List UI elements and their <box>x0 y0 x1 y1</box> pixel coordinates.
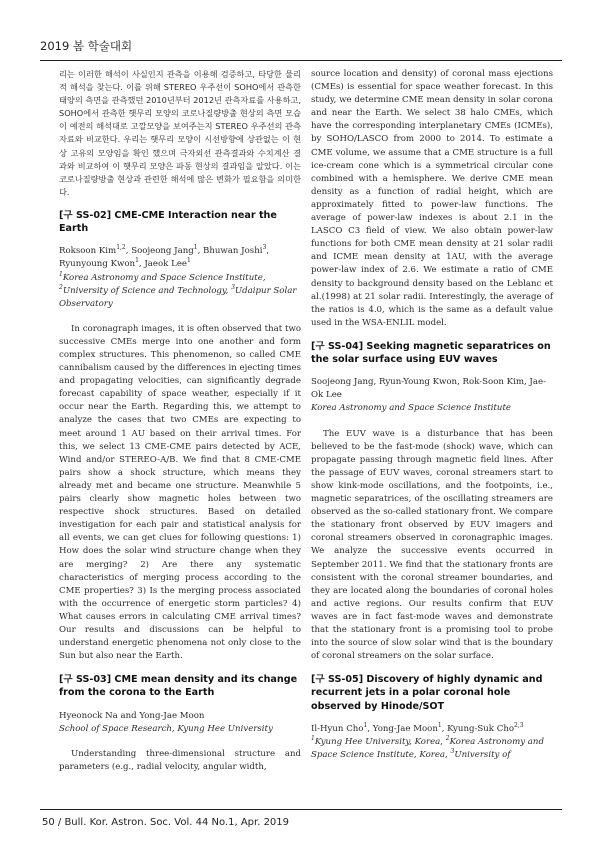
ss04-title: [구 SS-04] Seeking magnetic separatrices on the solar surface using EUV waves <box>311 340 551 366</box>
ss02-affil-udaipur: Udaipur Solar Observatory <box>59 285 297 309</box>
ss02-affil-ust: University of Science and Technology, <box>62 285 229 296</box>
ss02-affil-sup: 3 <box>231 283 235 291</box>
ss02-authors: Roksoon Kim$^{1,2}$, Soojeong Jang$^1$, Bhuwan Joshi$^3$, Ryunyoung Kwon$^1$, Jaeok Lee$^1$ <box>59 244 270 270</box>
ss05-author-cho: Il-Hyun Cho <box>311 723 364 734</box>
ss05-affiliations <box>311 736 553 762</box>
ss05-affil-sup: 2 <box>445 735 450 743</box>
ss05-author-kscho: , Kyung-Suk Cho <box>441 723 515 734</box>
ss04-affiliation: Korea Astronomy and Space Science Institute <box>311 403 512 414</box>
ss03-authors: Hyeonock Na and Yong-Jae Moon <box>59 710 205 721</box>
intro-paragraph: 리는 이러한 해석이 사실인지 관측을 이용해 검증하고, 타당한 물리적 해석을 찾는다. 이를 위해 STEREO 우주선이 SOHO에서 관측한 태양의 측면을 관측했던 2010년부터 2012년 관측자료를 사용하고, SOHO에서 관측한 햇무리 모양의 코로나질량방출 현상의 측면 모습이 예전의 해석대로 고깔모양을 보여주는지 STEREO 우주선의 관측자료와 비교한다. 우리는 햇무리 모양이 시선방향에 상관없는 이 현상 고유의 모양임을 확인 했으며 극자외선 관측결과와 수치계산 결과와 비교하여 이 햇무리 모양은 파동 현상의 결과임을 알았다. 이는 코로나질량방출 현상과 관련한 해석에 많은 변화가 필요함을 의미한다. <box>59 69 301 197</box>
ss04-authors: Soojeong Jang, Ryun-Young Kwon, Rok-Soon Kim, Jae-Ok Lee <box>311 377 546 401</box>
ss02-author-kwon: Ryunyoung Kwon <box>59 259 136 270</box>
ss02-author-lee: , Jaeok Lee <box>138 259 187 270</box>
ss02-author-sup: 1 <box>187 257 191 265</box>
footer-rule <box>40 809 562 810</box>
ss02-affil-sup: 2 <box>59 283 63 291</box>
ss05-affil-sup: 3 <box>450 748 455 756</box>
ss02-affil-sup: 1 <box>59 270 63 278</box>
ss02-author-jang: , Soojeong Jang <box>125 246 194 257</box>
left-column <box>59 68 301 774</box>
ss02-affiliations <box>59 272 301 311</box>
ss05-author-sup: 1 <box>363 722 368 729</box>
ss03-abstract-start: Understanding three-dimensional structure and parameters (e.g., radial velocity, angular width, <box>59 748 301 772</box>
ss05-affil-kasi: Korea Astronomy and Space Science Institute, Korea, <box>311 736 544 761</box>
ss02-author-kim: Roksoon Kim <box>59 246 117 257</box>
ss05-affil-third: University of <box>454 750 511 761</box>
ss02-author-sup: 3 <box>262 244 267 252</box>
ss05-title: [구 SS-05] Discovery of highly dynamic and recurrent jets in a polar coronal hole observed by Hinode/SOT <box>311 674 543 712</box>
ss02-author-sup: 1 <box>193 244 198 252</box>
ss03-abstract-continued: source location and density) of coronal mass ejections (CMEs) is essential for space weather forecast. In this study, we determine CME mean density in solar corona and near the Earth. We select 38 halo CMEs, which have the corresponding interplanetary CMEs (ICMEs), by SOHO/LASCO from 2000 to 2014. To estimate a CME volume, we assume that a CME structure is a full ice-cream cone which is a symmetrical circular cone combined with a hemisphere. We derive CME mean density as a function of radial height, which are approximately fitted to power-law functions. The average of power-law indexes is about 2.1 in the LASCO C3 field of view. We also obtain power-law functions for both CME mean density at 21 solar radii and ICME mean density at 1AU, with the average power-law index of 2.6. We estimate a ratio of CME density to background density based on the Leblanc et al.(1998) at 21 solar radii. Interestingly, the average of the ratios is 4.0, which is the same as a default value used in the WSA-ENLIL model. <box>311 69 553 328</box>
right-column <box>311 68 553 762</box>
ss02-author-sup: 1 <box>135 257 139 265</box>
ss04-abstract: The EUV wave is a disturbance that has been believed to be the fast-mode (shock) wave, which can propagate passing through magnetic field lines. After the passage of EUV waves, coronal streamers start to show kink-mode oscillations, and the footpoints, i.e., magnetic separatrices, of the oscillating streamers are observed as the so-called stationary front. We compare the stationary front observed by EUV imagers and coronal streamers observed in coronagraphic images. We analyze the successive events occurred in September 2011. We find that the stationary fronts are consistent with the coronal streamer boundaries, and they are located along the boundaries of coronal holes and active regions. Our results confirm that EUV waves are in fact fast-mode waves and demonstrate that the stationary front is a promising tool to probe into the source of slow solar wind that is the boundary of coronal streamers on the solar surface. <box>311 428 553 662</box>
page-header: 2019 봄 학술대회 <box>40 39 133 53</box>
ss05-authors <box>311 723 553 736</box>
header-rule <box>40 60 562 61</box>
ss03-title: [구 SS-03] CME mean density and its change from the corona to the Earth <box>59 674 298 699</box>
ss05-affil-sup: 1 <box>311 735 315 743</box>
ss02-author-joshi: , Bhuwan Joshi <box>197 246 263 257</box>
ss02-author-sup: 1,2 <box>116 244 126 252</box>
ss03-affiliation: School of Space Research, Kyung Hee University <box>59 723 273 734</box>
page-footer: 50 / Bull. Kor. Astron. Soc. Vol. 44 No.1, Apr. 2019 <box>42 817 290 828</box>
ss02-affil-kasi: Korea Astronomy and Space Science Institute, <box>62 272 266 283</box>
ss05-author-sup: 1 <box>437 722 442 729</box>
ss02-title: [구 SS-02] CME-CME Interaction near the Earth <box>59 209 277 235</box>
ss02-abstract: In coronagraph images, it is often observed that two successive CMEs merge into one another and form complex structures. This phenomenon, so called CME cannibalism caused by the differences in ejecting times and propagating velocities, can significantly degrade forecast capability of space weather, especially if it occur near the Earth. Regarding this, we attempt to analyze the cases that two CMEs are expecting to meet around 1 AU based on their arrival times. For this, we select 13 CME-CME pairs detected by ACE, Wind and/or STEREO-A/B. We find that 8 CME-CME pairs show a shock structure, which means they already met and became one structure. Meanwhile 5 pairs clearly show magnetic holes between two respective shock structures. Based on detailed investigation for each pair and statistical analysis for all events, we can get clues for following questions: 1) How does the solar wind structure change when they are merging? 2) Are there any systematic characteristics of merging process according to the CME properties? 3) Is the merging process associated with the occurrence of energetic storm particles? 4) What causes errors in calculating CME arrival times? Our results and discussions can be helpful to understand energetic phenomena not only close to the Sun but also near the Earth. <box>59 323 301 662</box>
ss05-affil-khu: Kyung Hee University, Korea, <box>314 736 444 747</box>
ss05-author-sup: 2,3 <box>514 722 524 729</box>
ss05-author-moon: , Yong-Jae Moon <box>367 723 438 734</box>
